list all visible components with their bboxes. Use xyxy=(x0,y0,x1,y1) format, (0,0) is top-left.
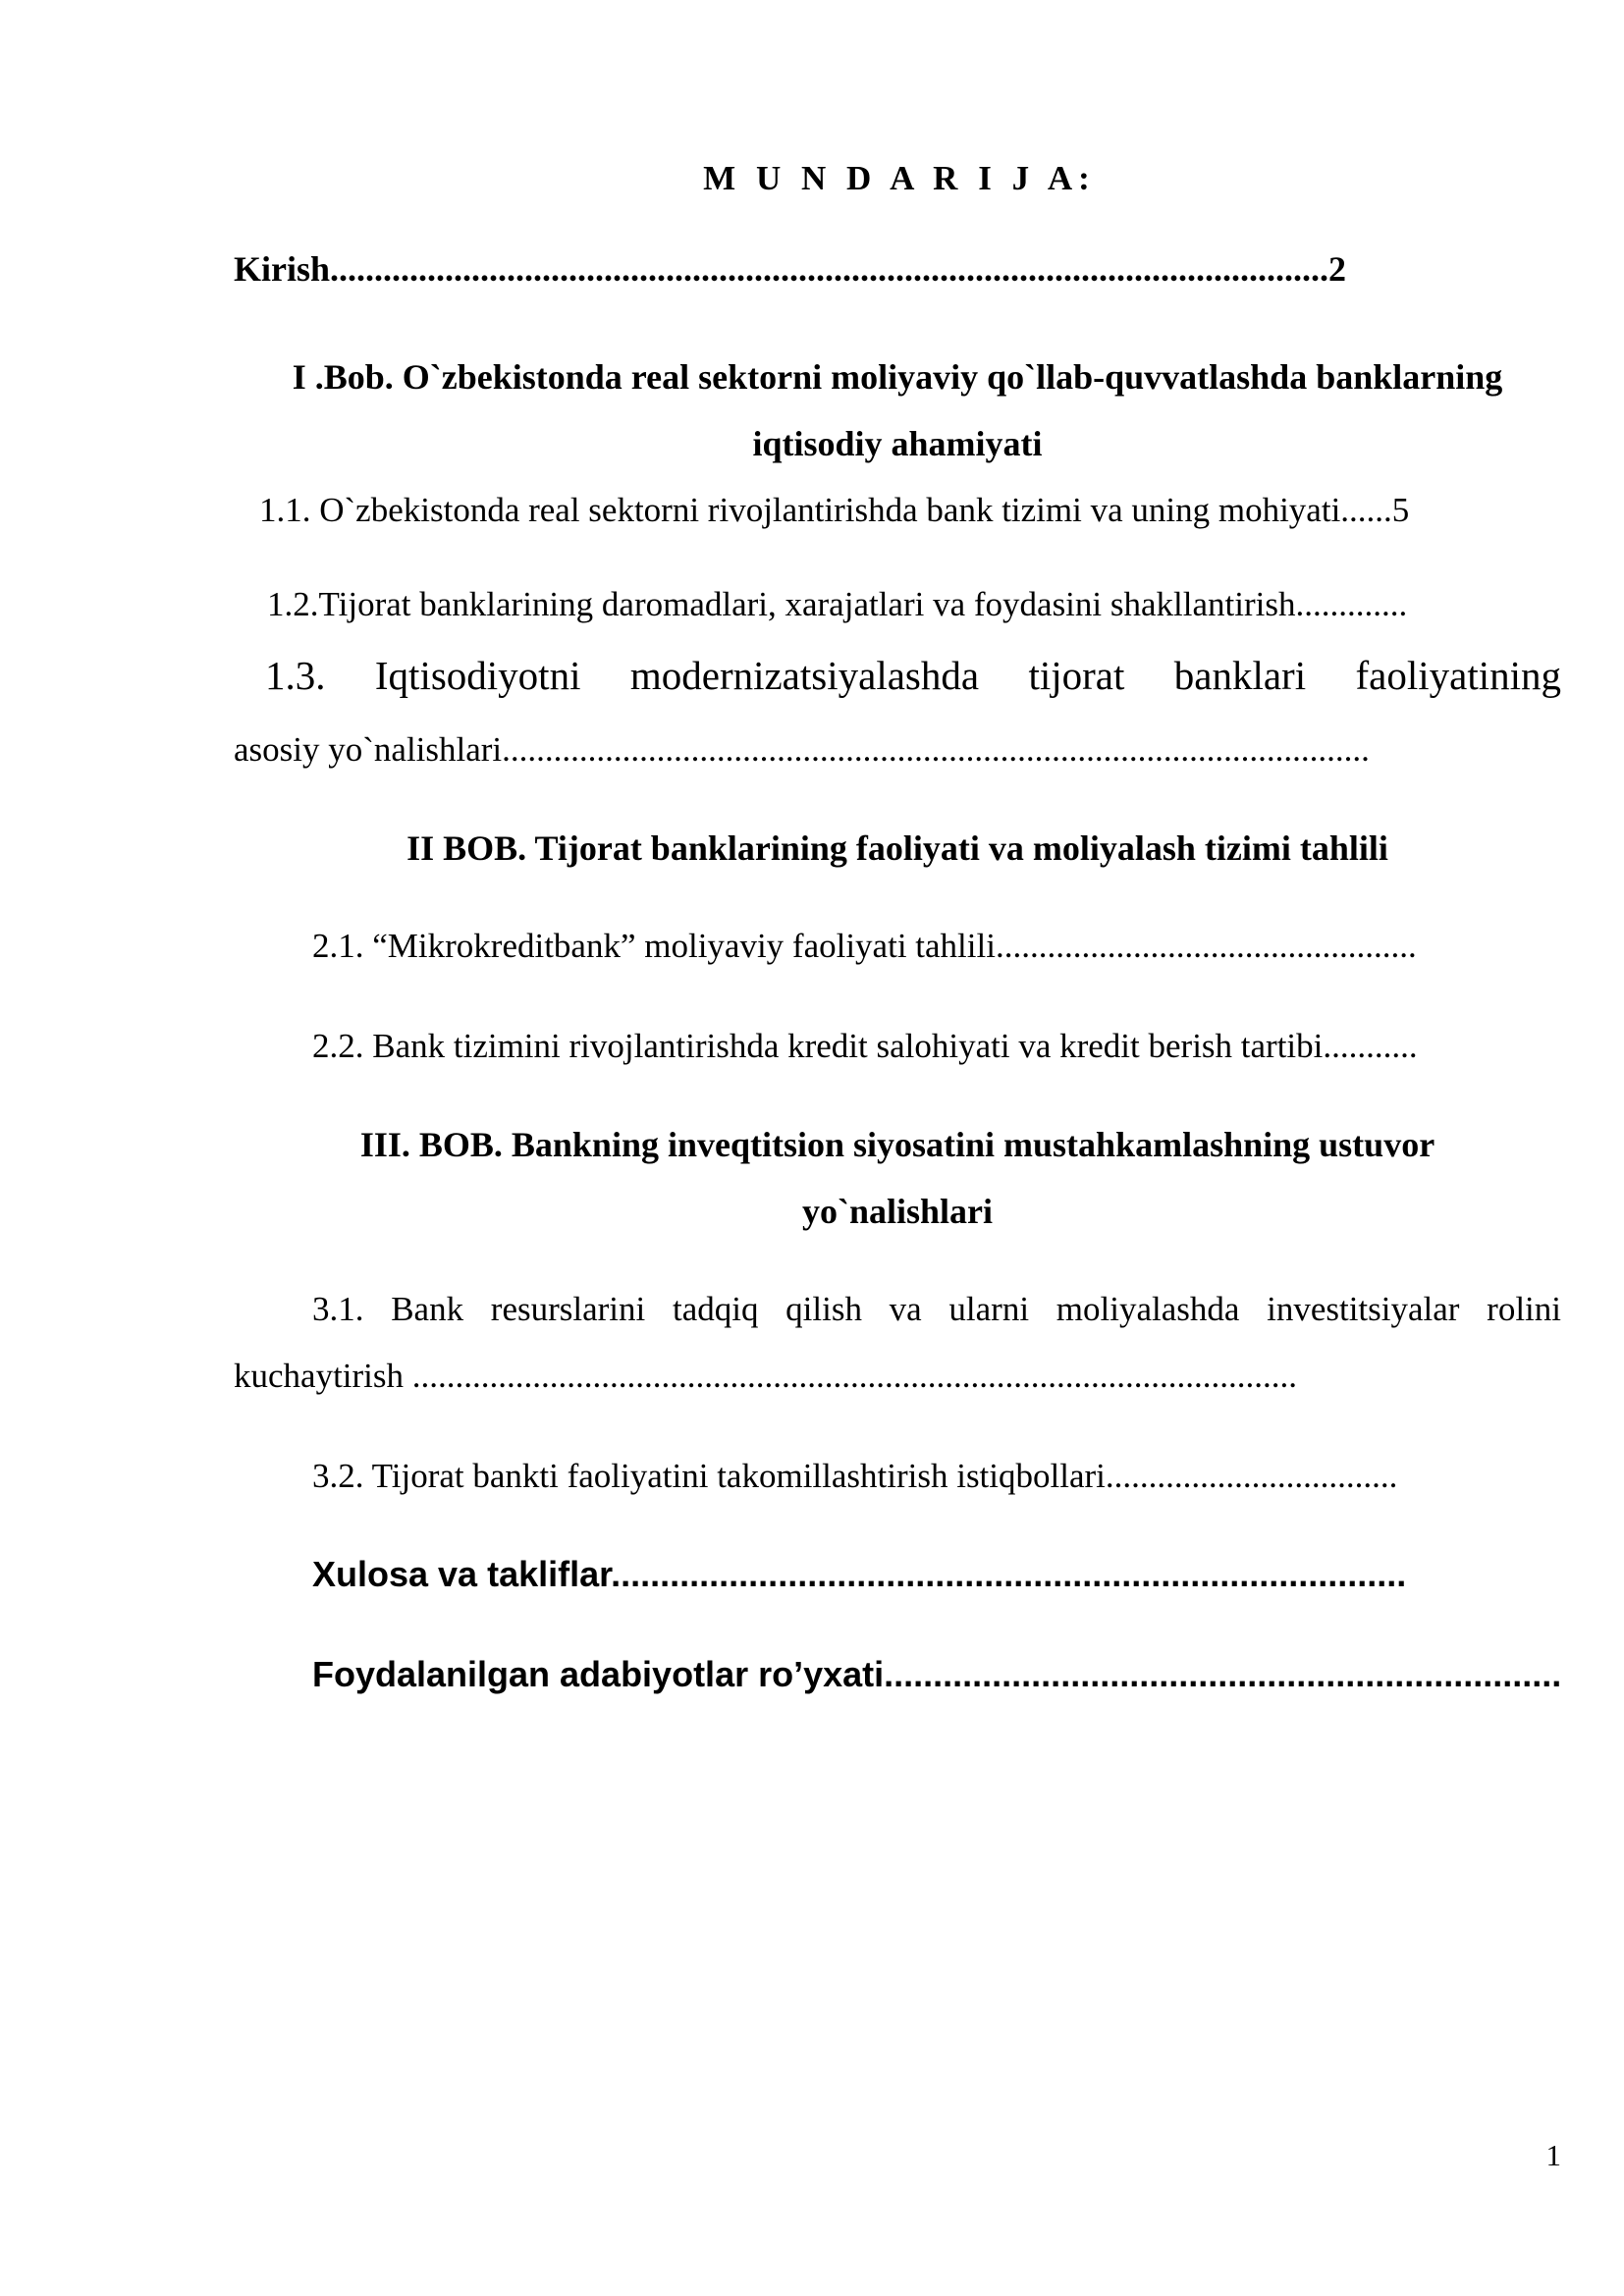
toc-entry-xulosa: Xulosa va takliflar................................................................................. xyxy=(312,1554,1407,1594)
toc-entry-foydalanilgan-adabiyotlar: Foydalanilgan adabiyotlar ro’yxati..................................................................... xyxy=(312,1654,1562,1694)
toc-entry-section-1-3: 1.3. Iqtisodiyotni modernizatsiyalashda tijorat banklari faoliyatining xyxy=(265,653,1561,698)
toc-chapter-3-heading: III. BOB. Bankning inveqtitsion siyosatini mustahkamlashning ustuvor xyxy=(359,1125,1435,1164)
toc-entry-section-3-1: 3.1. Bank resurslarini tadqiq qilish va ularni moliyalashda investitsiyalar rolini xyxy=(312,1290,1561,1328)
toc-chapter-2-heading: II BOB. Tijorat banklarining faoliyati va moliyalash tizimi tahlili xyxy=(406,828,1388,868)
toc-entry-section-1-2: 1.2.Tijorat banklarining daromadlari, xarajatlari va foydasini shakllantirish............. xyxy=(267,585,1408,623)
toc-chapter-3-heading-continued: yo`nalishlari xyxy=(801,1192,994,1231)
toc-title: M U N D A R I J A: xyxy=(703,159,1096,197)
toc-entry-section-2-2: 2.2. Bank tizimini rivojlantirishda kredit salohiyati va kredit berish tartibi........... xyxy=(312,1027,1418,1065)
toc-chapter-1-heading: I .Bob. O`zbekistonda real sektorni moliyaviy qo`llab-quvvatlashda banklarning xyxy=(292,357,1503,397)
toc-entry-kirish: Kirish.................................................................................................................2 xyxy=(234,249,1347,289)
toc-entry-section-2-1: 2.1. “Mikrokreditbank” moliyaviy faoliyati tahlili................................................. xyxy=(312,927,1417,965)
toc-entry-section-3-1-continued: kuchaytirish ....................................................................................................... xyxy=(234,1357,1298,1395)
toc-chapter-1-heading-continued: iqtisodiy ahamiyati xyxy=(752,424,1043,463)
toc-entry-section-1-1: 1.1. O`zbekistonda real sektorni rivojlantirishda bank tizimi va uning mohiyati......5 xyxy=(259,491,1410,529)
page-number: 1 xyxy=(1545,2138,1561,2172)
toc-entry-section-3-2: 3.2. Tijorat bankti faoliyatini takomillashtirish istiqbollari.................................. xyxy=(312,1457,1398,1495)
toc-entry-section-1-3-continued: asosiy yo`nalishlari..................................................................................................... xyxy=(234,730,1370,769)
